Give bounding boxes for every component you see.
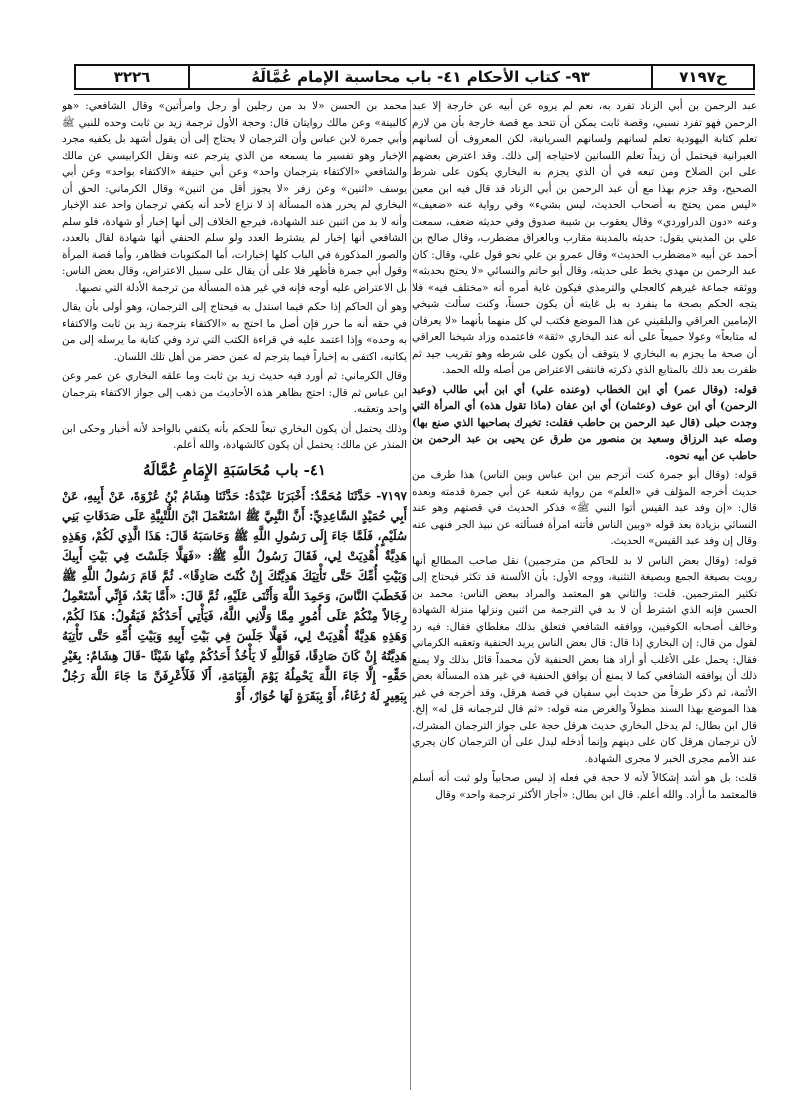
page-number: ٣٢٢٦ [76, 66, 190, 88]
final-note: قلت: بل هو أشد إشكالاً لأنه لا حجة في فعله إذ ليس صحابياً ولو ثبت أنه أسلم فالمعتمد ما أراد. والله أعلم. قال ابن بطال: «أجاز الأكثر ترجمة واحد» وقال [412, 772, 757, 801]
page-header [74, 64, 755, 90]
commentary-paragraph: وقال الكرماني: ثم أورد فيه حديث زيد بن ثابت وما علقه البخاري عن عمر وعن ابن عباس ثم قال: احتج بظاهر هذه الأحاديث من ذهب إلى جواز الاكتفاء بترجمان واحد وتعقبه. [62, 370, 407, 415]
commentary-paragraph: عبد الرحمن بن أبي الزناد تفرد به، نعم لم يروه عن أبيه عن خارجة إلا عبد الرحمن فهو تفرد نسبي، وقصة ثابت يمكن أن تتحد مع قصة خارجة بأن من لازم تعلم كتابة اليهودية تعلم لسانهم ولسانهم السريانية، لكن المعروف أن لسانهم العبرانية فيحتمل أن زيداً تعلم اللسانين لاحتياجه إلى ذلك. وقد اعترض بعضهم على ابن الصلاح ومن تبعه في أن الذي يجزم به البخاري يكون على شرط الصحيح، وقد جزم بهذا مع أن عبد الرحمن بن أبي الزناد قد قال فيه ابن معين «ليس ممن يحتج به أصحاب الحديث، ليس بشيء» وفي رواية عنه «ضعيف» وعنه «دون الدراوردي» وقال يعقوب بن شيبة صدوق وفي حديثه ضعف، سمعت علي بن المديني يقول: حديثه بالمدينة مقارب وبالعراق مضطرب، وقال صالح بن أحمد عن أبيه «مضطرب الحديث» وقال عمرو بن علي نحو قول علي، وقال: كان عبد الرحمن بن مهدي يخط على حديثه، وقال أبو حاتم والنسائي «لا يحتج بحديثه» ووثقه جماعة غيرهم كالعجلي والترمذي فيكون غاية أمره أنه «مختلف فيه» فلا يتجه الحكم بصحة ما ينفرد به بل غايته أن يكون حسناً، وكنت سألت شيخي الإمامين العراقي والبلقيني عن هذا الموضع فكتب لي كل منهما بأنهما «لا يعرفان له متابعاً» وعولا جميعاً على أنه عند البخاري «ثقة» فاعتمده وزاد شيخنا العراقي أن صحة ما يجزم به البخاري لا يتوقف أن يكون على شرطه وهو تقريب جيد ثم ظفرت بعد ذلك بالمتابع الذي ذكرته فانتفى الاعتراض من أصله ولله الحمد. [412, 100, 757, 376]
running-title: ٩٣- كتاب الأحكام ٤١- باب محاسبة الإمام عُمَّالَهُ [251, 68, 590, 86]
commentary-paragraph: محمد بن الحسن «لا بد من رجلين أو رجل وامرأتين» وقال الشافعي: «هو كالبينة» وعن مالك روايتان قال: وحجة الأول ترجمة زيد بن ثابت وحده للنبي ﷺ وأبي جمرة لابن عباس وأن الترجمان لا يحتاج إلى أن يقول أشهد بل يكفيه مجرد الإخبار وهو تفسير ما يسمعه من الذي يترجم عنه ونقل الكرابيسي عن مالك والشافعي «الاكتفاء بترجمان واحد» وعن أبي حنيفة «الاكتفاء بواحد» وعن أبي يوسف «اثنين» وعن زفر «لا يجوز أقل من اثنين» وقال الكرماني: الحق أن البخاري لم يحرر هذه المسألة إذ لا نزاع لأحد أنه يكفي ترجمان واحد عند الإخبار وأنه لا بد من اثنين عند الشهادة، فيرجع الخلاف إلى أنها إخبار أو شهادة، فلو سلم الشافعي أنها إخبار لم يشترط العدد ولو سلم الحنفي أنها شهادة لقال بالعدد، والصور المذكورة في الباب كلها إخبارات، أما المكتوبات فظاهر، وأما قصة المرأة وقول أبي جمرة فأظهر فلا على أن يقال على سبيل الاعتراض، وقال بعض الناس: بل الاعتراض عليه أوجه فإنه في غير هذه المسألة من ترجمة الأدلة التي نصبها. [62, 100, 407, 294]
commentary-paragraph: قوله: (وقال عمر) أي ابن الخطاب (وعنده علي) أي ابن أبي طالب (وعبد الرحمن) أي ابن عوف (وعثمان) أي ابن عفان (ماذا تقول هذه) أي المرأة التي وجدت حبلى (قال عبد الرحمن بن حاطب فقلت: تخبرك بصاحبها الذي صنع بها) وصله عبد الرزاق وسعيد بن منصور من طرق عن يحيى بن عبد الرحمن بن حاطب عن أبيه نحوه. [412, 383, 757, 462]
left-column [62, 98, 407, 1098]
hadith-number: ح٧١٩٧ [651, 66, 753, 88]
column-divider [410, 100, 411, 1090]
hadith-text: ٧١٩٧- حَدَّثَنَا مُحَمَّدٌ: أَخْبَرَنَا عَبْدَةُ: حَدَّثَنَا هِشَامُ بْنُ عُرْوَةَ، عَنْ أَبِيهِ، عَنْ أَبِي حُمَيْدٍ السَّاعِدِيِّ: أَنَّ النَّبِيَّ ﷺ اسْتَعْمَلَ ابْنَ اللُّتْبِيَّةِ عَلَى صَدَقَاتِ بَنِي سُلَيْمٍ، فَلَمَّا جَاءَ إِلَى رَسُولِ اللَّهِ ﷺ وَحَاسَبَهُ قَالَ: هَذَا الَّذِي لَكُمْ، وَهَذِهِ هَدِيَّةٌ أُهْدِيَتْ لِي، فَقَالَ رَسُولُ اللَّهِ ﷺ: «فَهَلَّا جَلَسْتَ فِي بَيْتِ أَبِيكَ وَبَيْتِ أُمِّكَ حَتَّى تَأْتِيَكَ هَدِيَّتُكَ إِنْ كُنْتَ صَادِقًا». ثُمَّ قَامَ رَسُولُ اللَّهِ ﷺ فَخَطَبَ النَّاسَ، وَحَمِدَ اللَّهَ وَأَثْنَى عَلَيْهِ، ثُمَّ قَالَ: «أَمَّا بَعْدُ، فَإِنِّي أَسْتَعْمِلُ رِجَالاً مِنْكُمْ عَلَى أُمُورٍ مِمَّا وَلَّانِي اللَّهُ، فَيَأْتِي أَحَدُكُمْ فَيَقُولُ: هَذَا لَكُمْ، وَهَذِهِ هَدِيَّةٌ أُهْدِيَتْ لِي، فَهَلَّا جَلَسَ فِي بَيْتِ أَبِيهِ وَبَيْتِ أُمِّهِ حَتَّى تَأْتِيَهُ هَدِيَّتُهُ إِنْ كَانَ صَادِقًا، فَوَاللَّهِ لَا يَأْخُذُ أَحَدُكُمْ مِنْهَا شَيْئًا -قَالَ هِشَامٌ: بِغَيْرِ حَقِّهِ- إِلَّا جَاءَ اللَّهَ يَحْمِلُهُ يَوْمَ الْقِيَامَةِ، أَلَا فَلَأَعْرِفَنَّ مَا جَاءَ اللَّهَ رَجُلٌ بِبَعِيرٍ لَهُ رُغَاءٌ، أَوْ بِبَقَرَةٍ لَهَا خُوَارٌ، أَوْ [62, 489, 407, 703]
commentary-paragraph: قوله: (وقال بعض الناس لا بد للحاكم من مترجمين) نقل صاحب المطالع أنها رويت بصيغة الجمع وبصيغة التثنية، ووجه الأول: بأن الألسنة قد تكثر فيحتاج إلى تكثير المترجمين. قلت: والثاني هو المعتمد والمراد ببعض الناس: محمد بن الحسن فإنه الذي اشترط أن لا بد في الترجمة من اثنين ونزلها منزلة الشهادة وخالف أصحابه الكوفيين، ووافقه الشافعي فتعلق بذلك مغلطاي فقال: فيه رد لقول من قال: إن البخاري إذا قال: قال بعض الناس يريد الحنفية وتعقبه الكرماني فقال: يحمل على الأغلب أو أراد هنا بعض الحنفية لأن محمداً قائل بذلك ولا يمنع ذلك أن يوافقه الشافعي كما لا يمنع أن يوافق الحنفية في غير هذه المسألة بعض الأئمة، ثم ذكر طرفاً من حديث أبي سفيان في قصة هرقل، وقد أخرجه في غير هذا الموضع بهذا السند مطولاً والغرض منه قوله: «ثم قال لترجمانه قل له» إلخ. قال ابن بطال: لم يدخل البخاري حديث هرقل حجة على جواز الترجمان المشرك، لأن ترجمان هرقل كان على دينهم وإنما أدخله ليدل على أن الترجمان كان يجري عند الأمم مجرى الخبر لا مجرى الشهادة. [412, 554, 757, 765]
commentary-paragraph: قوله: (وقال أبو جمرة كنت أترجم بين ابن عباس وبين الناس) هذا طرف من حديث أخرجه المؤلف في «العلم» من رواية شعبة عن أبي جمرة قدمته وبعده قال: «إن وفد عبد القيس أتوا النبي ﷺ» فذكر الحديث في قصتهم وهو عند النسائي بزيادة بعد قوله «وبين الناس فأتته امرأة فسألته عن نبيذ الجر فنهى عنه وقال إن وفد عبد القيس» الحديث. [412, 469, 757, 547]
commentary-paragraph: وذلك يحتمل أن يكون البخاري تبعاً للحكم بأنه يكتفي بالواحد لأنه أخبار وحكى ابن المنذر عن مالك: يحتمل أن يكون كالشهادة، والله أعلم. [62, 422, 407, 451]
header-rule [74, 94, 755, 95]
chapter-title: ٤١- باب مُحَاسَبَةِ الإِمَامِ عُمَّالَهُ [143, 460, 326, 479]
commentary-paragraph: وهو أن الحاكم إذا حكم فيما استدل به فيحتاج إلى الترجمان، وهو أولى بأن يقال في حقه أنه ما حرر فإن أصل ما احتج به «الاكتفاء بترجمة زيد بن ثابت والاكتفاء به وحده» وإذا اعتمد عليه في قراءة الكتب التي ترد وفي كتابة ما يرسله إلى من يكاتبه، اكتفى به إخباراً فيما يترجم له عمن حضر من أهل تلك اللسان. [62, 301, 407, 363]
right-column [412, 98, 757, 1098]
